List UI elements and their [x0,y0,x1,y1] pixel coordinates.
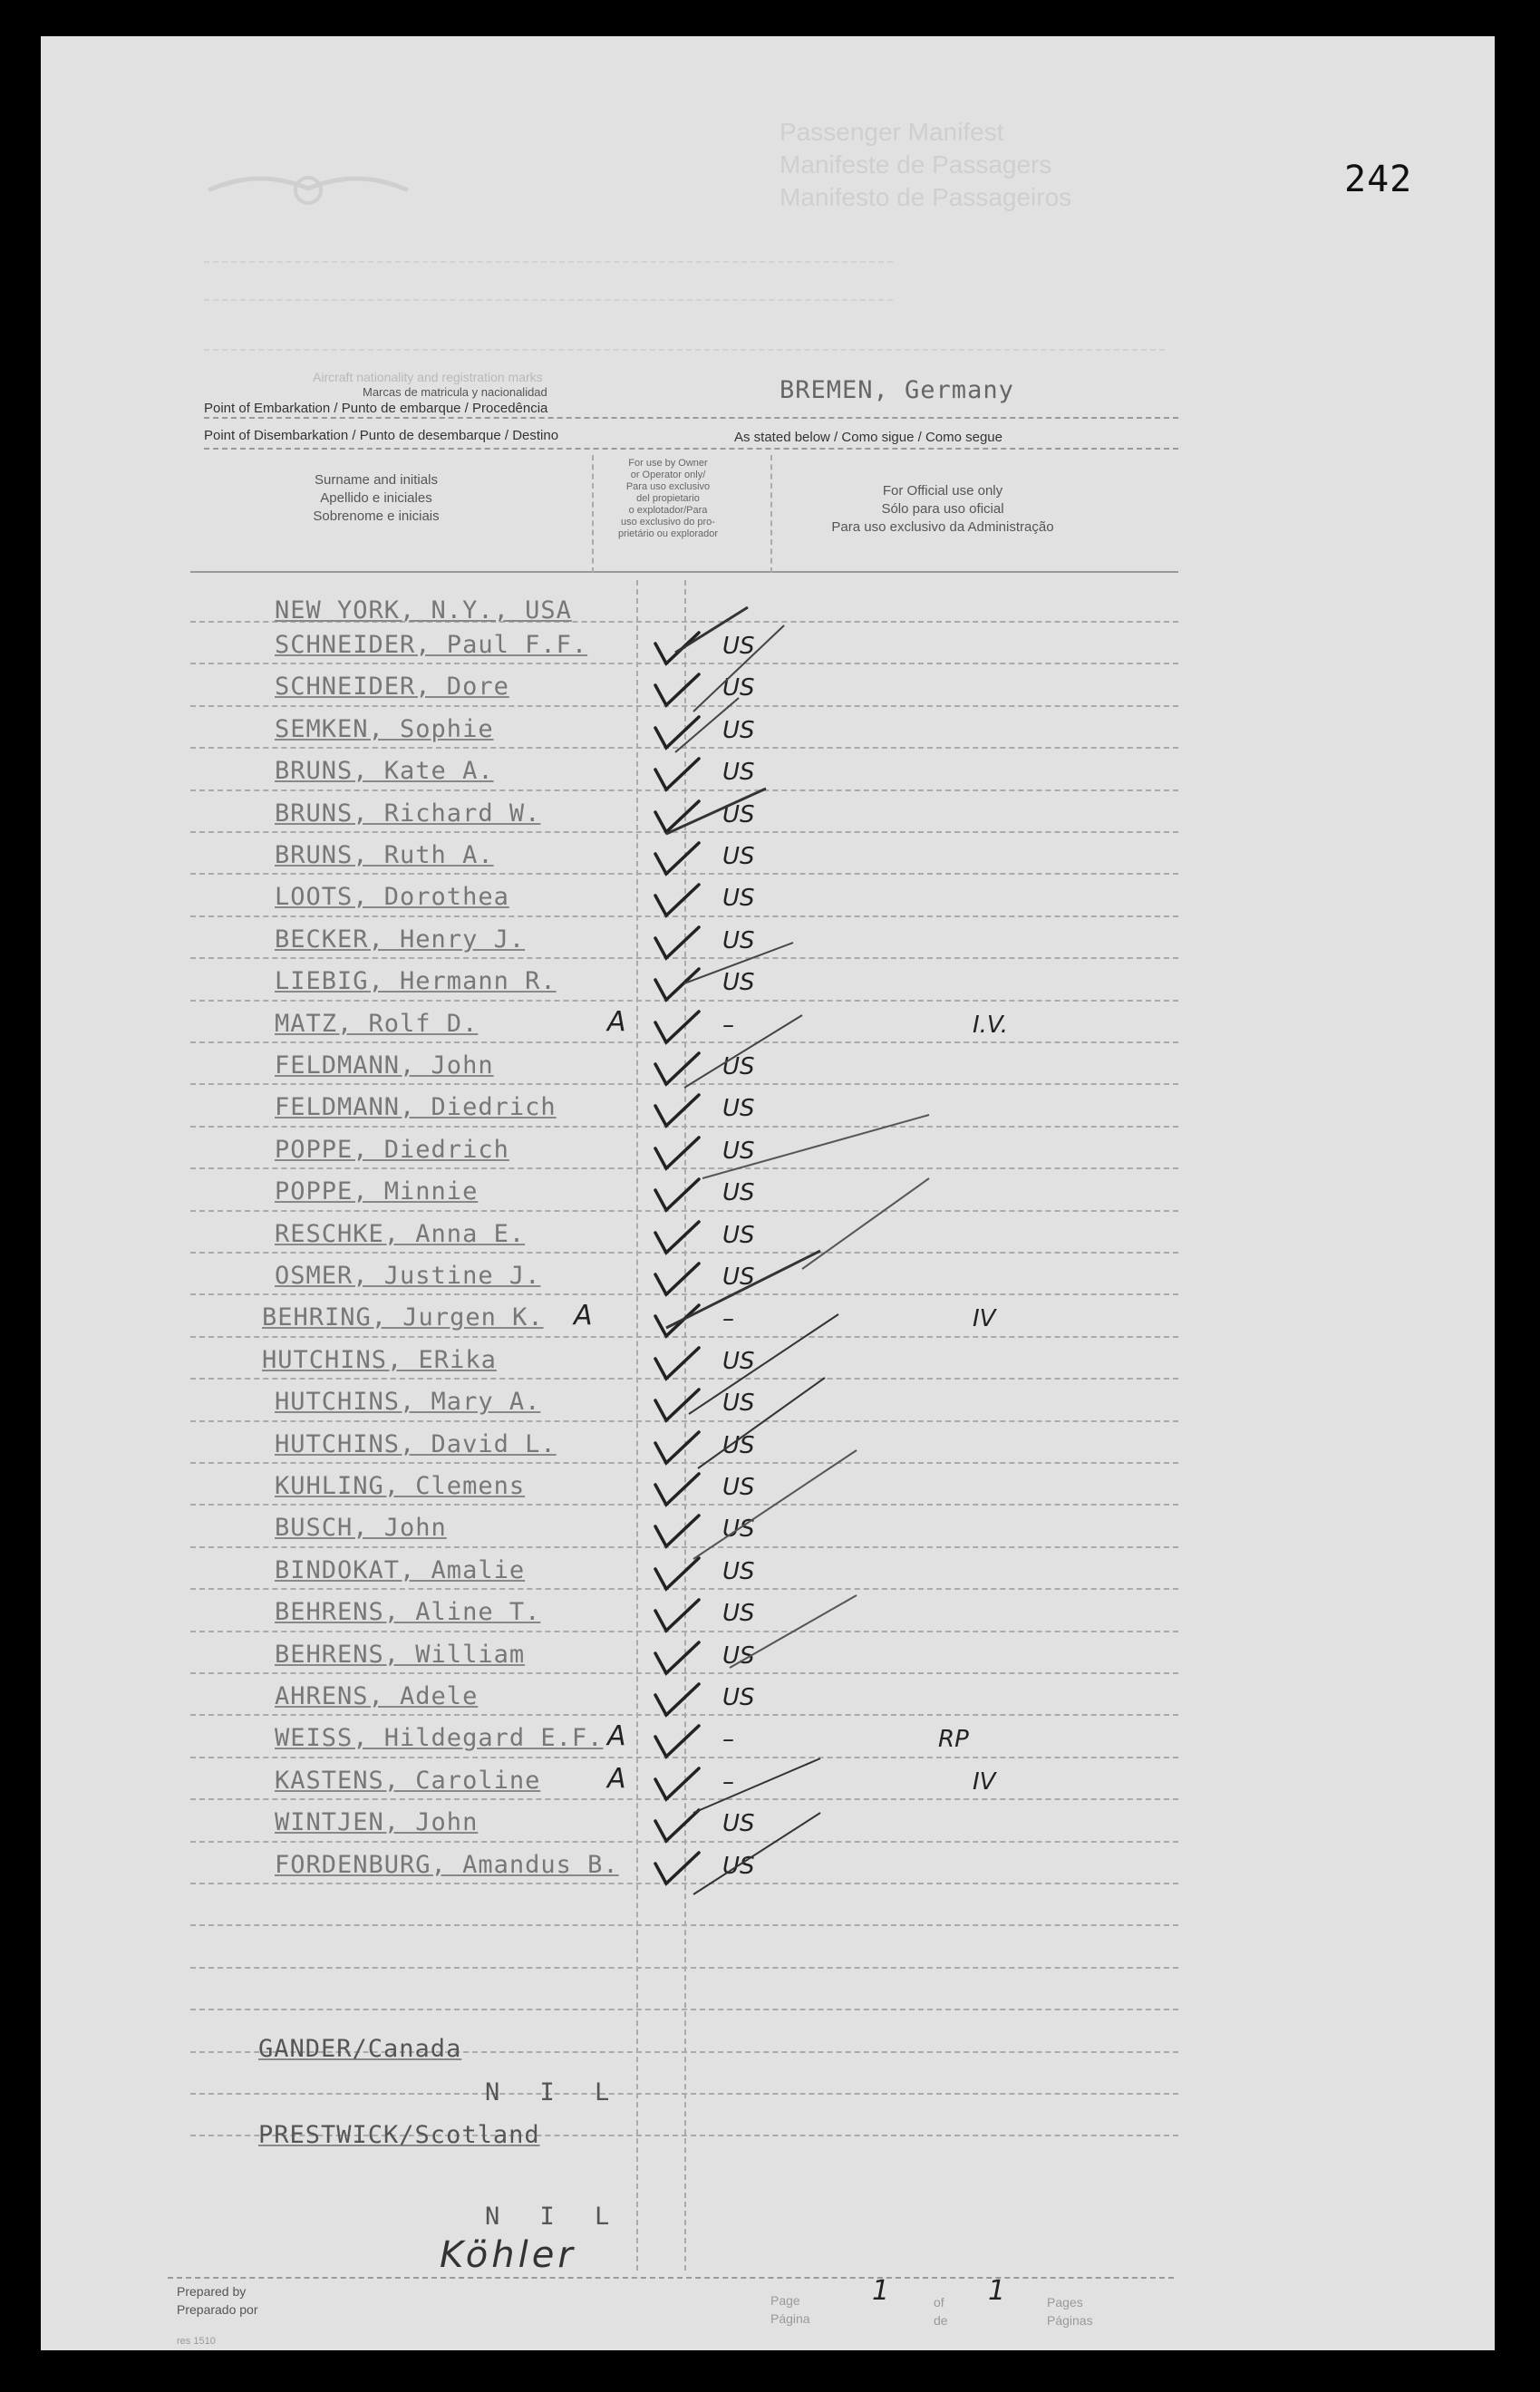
official-note: IV [973,1305,996,1332]
prepared-by-pt: Preparado por [177,2302,258,2317]
prepared-by [177,2282,258,2319]
faded-title-3: Manifesto de Passageiros [780,183,1072,211]
owner-head-3: Para uso exclusivo [625,481,711,492]
destination-first: NEW YORK, N.Y., USA [275,596,572,625]
passenger-status-mark: US [722,1474,755,1501]
passenger-status-mark: US [722,843,755,870]
passenger-name: MATZ, Rolf D. [275,1010,479,1038]
passenger-status-mark: US [722,801,755,828]
passenger-status-mark: US [722,633,755,660]
passenger-name: AHRENS, Adele [275,1682,479,1710]
passenger-status-mark: US [722,1432,755,1459]
passenger-name: KASTENS, Caroline [275,1767,541,1795]
manifest-sheet [41,36,1495,2350]
passenger-name: FORDENBURG, Amandus B. [275,1851,619,1879]
passenger-status-mark: US [722,1095,755,1122]
passenger-status-mark: US [722,1264,755,1291]
official-note: IV [973,1768,996,1796]
passenger-name: SCHNEIDER, Dore [275,673,509,701]
of-label-en: of [934,2295,944,2310]
passenger-status-mark: US [722,759,755,786]
surname-head-en: Surname and initials [315,472,438,488]
passenger-name: FELDMANN, Diedrich [275,1093,557,1121]
passenger-name: BRUNS, Ruth A. [275,841,494,869]
passenger-status-mark: – [722,1726,734,1753]
aircraft-label: Aircraft nationality and registration marks [313,370,543,384]
passenger-status-mark: US [722,927,755,954]
passenger-name: LIEBIG, Hermann R. [275,967,557,995]
passenger-status-mark: US [722,1516,755,1543]
disembarkation-label: Point of Disembarkation / Punto de desembarque / Destino [204,428,559,443]
passenger-status-mark: US [722,1179,755,1206]
page-label-en: Page [770,2293,800,2308]
passenger-flag: A [607,1720,626,1752]
of-label-pt: de [934,2313,948,2328]
passenger-status-mark: US [722,1642,755,1670]
passenger-flag: A [607,1763,626,1795]
passenger-name: POPPE, Minnie [275,1177,479,1206]
owner-head-4: del propietario [636,493,700,504]
stopover-1-place: GANDER/Canada [258,2035,462,2063]
passenger-status-mark: US [722,1558,755,1585]
faded-title-1: Passenger Manifest [780,118,1004,146]
passenger-status-mark: US [722,1348,755,1375]
as-stated-label: As stated below / Como sigue / Como segue [734,430,1002,445]
passenger-status-mark: US [722,1810,755,1837]
passenger-status-mark: US [722,1138,755,1165]
owner-head-2: or Operator only/ [630,470,706,480]
passenger-name: HUTCHINS, ERika [262,1346,497,1374]
passenger-name: LOOTS, Dorothea [275,883,509,911]
passenger-status-mark: US [722,717,755,744]
passenger-status-mark: – [722,1768,734,1796]
official-note: I.V. [973,1012,1008,1039]
passenger-status-mark: US [722,969,755,996]
passenger-name: BUSCH, John [275,1514,447,1542]
passenger-status-mark: US [722,1600,755,1627]
faded-title-2: Manifeste de Passagers [780,150,1052,179]
passenger-name: HUTCHINS, David L. [275,1430,557,1458]
form-code: res 1510 [177,2336,216,2347]
official-head-en: For Official use only [882,483,1003,499]
passenger-name: BINDOKAT, Amalie [275,1556,526,1584]
passenger-name: BRUNS, Richard W. [275,799,541,828]
passenger-name: OSMER, Justine J. [275,1262,541,1290]
stopover-1-value: N I L [485,2078,623,2106]
passenger-name: WINTJEN, John [275,1808,479,1836]
passenger-name: WEISS, Hildegard E.F. [275,1724,604,1752]
passenger-status-mark: US [722,1684,755,1711]
passenger-status-mark: US [722,885,755,912]
of-value: 1 [988,2275,1006,2307]
pages-label-pt: Páginas [1047,2313,1093,2328]
passenger-name: BEHRENS, William [275,1641,526,1669]
embarkation-label: Point of Embarkation / Punto de embarque / Procedência [204,401,548,416]
passenger-name: SCHNEIDER, Paul F.F. [275,631,588,659]
owner-head-1: For use by Owner [628,458,708,469]
passenger-status-mark: US [722,1390,755,1417]
passenger-status-mark: US [722,674,755,702]
official-head-es: Sólo para uso oficial [881,501,1004,517]
passenger-flag: A [607,1006,626,1038]
footer-rule [168,2277,1174,2279]
passenger-name: SEMKEN, Sophie [275,715,494,743]
passenger-status-mark: – [722,1012,734,1039]
pages-label [1047,2293,1093,2329]
official-note: RP [938,1726,969,1753]
passenger-name: HUTCHINS, Mary A. [275,1388,541,1416]
passenger-name: RESCHKE, Anna E. [275,1220,526,1248]
passenger-name: FELDMANN, John [275,1051,494,1080]
of-label [934,2293,948,2329]
official-head-pt: Para uso exclusivo da Administração [831,519,1054,535]
embarkation-value: BREMEN, Germany [780,376,1014,404]
passenger-status-mark: US [722,1222,755,1249]
passenger-flag: A [574,1300,593,1332]
marcas-label: Marcas de matricula y nacionalidad [363,385,547,399]
passenger-name: POPPE, Diedrich [275,1136,509,1164]
passenger-status-mark: – [722,1305,734,1332]
page-label-pt: Página [770,2311,810,2326]
passenger-name: BEHRENS, Aline T. [275,1598,541,1626]
owner-head-6: uso exclusivo do pro- [621,517,715,528]
stopover-2-place: PRESTWICK/Scotland [258,2121,540,2149]
surname-head-es: Apellido e iniciales [320,490,432,506]
passenger-status-mark: US [722,1853,755,1880]
stopover-2-value: N I L [485,2203,623,2231]
surname-head-pt: Sobrenome e iniciais [313,508,440,524]
passenger-name: BRUNS, Kate A. [275,757,494,785]
owner-head-7: prietário ou explorador [617,528,719,539]
pages-label-en: Pages [1047,2295,1083,2310]
passenger-name: BEHRING, Jurgen K. [262,1303,544,1332]
owner-head-5: o explotador/Para [628,505,708,516]
signature: Köhler [440,2234,576,2276]
page-number: 242 [1344,159,1413,200]
passenger-name: BECKER, Henry J. [275,925,526,954]
passenger-status-mark: US [722,1053,755,1080]
handwriting-strokes [41,36,1495,2350]
prepared-by-en: Prepared by [177,2284,247,2299]
page-value: 1 [872,2275,890,2307]
page-label [770,2291,810,2328]
passenger-name: KUHLING, Clemens [275,1472,526,1500]
